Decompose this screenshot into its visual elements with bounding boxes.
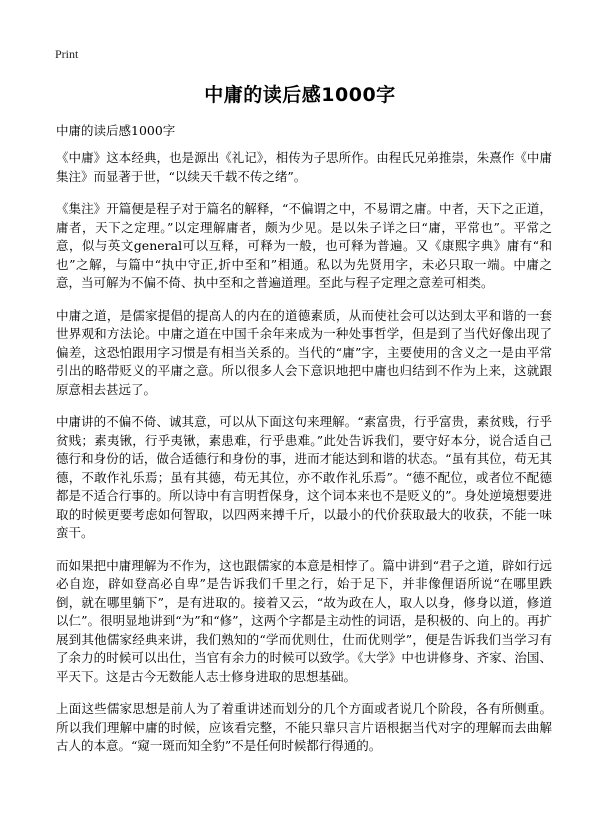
paragraph-5: 而如果把中庸理解为不作为，这也跟儒家的本意是相悖了。篇中讲到“君子之道，辟如行远必自迩，辟如登高必自卑”是告诉我们千里之行，始于足下，并非像俚语所说“在哪里跌倒，就在哪里躺下”，是有进取的。接着又云，“故为政在人，取人以身，修身以道，修道以仁”。很明显地讲到“为”和“修”，这两个字都是主动性的词语，是积极的、向上的。再扩展到其他儒家经典来讲，我们熟知的“学而优则仕，仕而优则学”，便是告诉我们当学习有了余力的时候可以出仕，当官有余力的时候可以致学。《大学》中也讲修身、齐家、治国、平天下。这是古今无数能人志士修身进取的思想基础。: [56, 557, 552, 684]
paragraph-4: 中庸讲的不偏不倚、诚其意，可以从下面这句来理解。“素富贵，行乎富贵，素贫贱，行乎贫贱；素夷锹，行乎夷锹，素患难，行乎患难。”此处告诉我们，要守好本分，说合适自己德行和身份的话，做合适德行和身份的事，进而才能达到和谐的状态。“虽有其位，苟无其德，不敢作礼乐焉；虽有其德，苟无其位，亦不敢作礼乐焉”。“德不配位，或者位不配德都是不适合行事的。所以诗中有言明哲保身，这个词本来也不是贬义的”。身处逆境想要进取的时候更要考虑如何智取，以四两来搏千斤，以最小的代价获取最大的收获，不能一味蛮干。: [56, 414, 552, 540]
page-title: 中庸的读后感1000字: [204, 84, 396, 106]
paragraph-1: 《中庸》这本经典，也是源出《礼记》，相传为子思所作。由程氏兄弟推崇，朱熹作《中庸集注》而显著于世，“以续天千载不传之绪”。: [56, 150, 552, 184]
paragraph-2: 《集注》开篇便是程子对于篇名的解释，“不偏谓之中，不易谓之庸。中者，天下之正道，庸者，天下之定理。”以定理解庸者，颇为少见。是以朱子详之曰“庸，平常也”。平常之意，似与英文general可以互释，可释为一般，也可释为普遍。又《康熙字典》庸有“和也”之解，与篇中“执中守正,折中至和”相通。私以为先贤用字，未必只取一端。中庸之意，当可解为不偏不倚、执中至和之普遍道理。至此与程子定理之意差可相类。: [56, 201, 552, 290]
print-link[interactable]: Print: [55, 47, 79, 61]
paragraph-3: 中庸之道，是儒家提倡的提高人的内在的道德素质，从而使社会可以达到太平和谐的一套世界观和方法论。中庸之道在中国千余年来成为一种处事哲学，但是到了当代好像出现了偏差，这恐怕跟用字习惯是有相当关系的。当代的“庸”字，主要使用的含义之一是由平常引出的略带贬义的平庸之意。所以很多人会下意识地把中庸也归结到不作为上来，这就跟原意相去甚远了。: [56, 307, 552, 397]
article-subtitle: 中庸的读后感1000字: [56, 123, 176, 138]
paragraph-6: 上面这些儒家思想是前人为了着重讲述而划分的几个方面或者说几个阶段，各有所侧重。所以我们理解中庸的时候，应该看完整，不能只靠只言片语根据当代对字的理解而去曲解古人的本意。“窥一斑而知全豹”不是任何时候都行得通的。: [56, 701, 552, 753]
article-body: [56, 120, 552, 770]
